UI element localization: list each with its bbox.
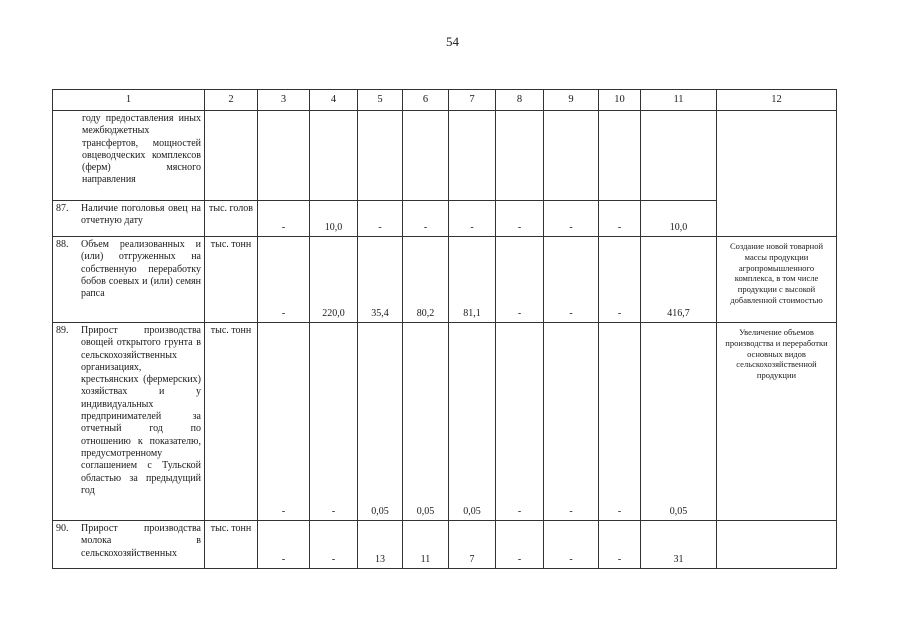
value-cell: 220,0 xyxy=(310,237,358,323)
value-cell xyxy=(496,111,544,201)
row-number: 87. xyxy=(56,203,69,214)
value-cell: - xyxy=(258,323,310,521)
value-cell: 81,1 xyxy=(449,237,496,323)
value-cell: - xyxy=(599,521,641,569)
indicator-cell xyxy=(53,201,205,237)
value-cell: - xyxy=(544,521,599,569)
value-cell xyxy=(310,111,358,201)
indicator-cell xyxy=(53,521,205,569)
indicator-text: Объем реализованных и (или) отгруженных на собственную переработку бобов соевых и (или) семян рапса xyxy=(81,239,201,300)
table-row xyxy=(53,237,837,323)
value-cell: - xyxy=(358,201,403,237)
value-cell: 10,0 xyxy=(310,201,358,237)
value-cell xyxy=(641,111,717,201)
value-cell: 416,7 xyxy=(641,237,717,323)
indicator-text: Прирост производства молока в сельскохозяйственных xyxy=(81,523,201,559)
value-cell: - xyxy=(496,521,544,569)
value-cell: 35,4 xyxy=(358,237,403,323)
indicator-text: году предоставления иных межбюджетных трансфертов, мощностей овцеводческих комплексов (ферм) мясного направления xyxy=(82,113,201,186)
value-cell: 0,05 xyxy=(358,323,403,521)
unit-cell xyxy=(205,111,258,201)
note-cell xyxy=(717,521,837,569)
value-cell: 7 xyxy=(449,521,496,569)
value-cell xyxy=(258,111,310,201)
value-cell: - xyxy=(496,201,544,237)
value-cell: - xyxy=(599,201,641,237)
value-cell: - xyxy=(496,323,544,521)
table-row xyxy=(53,521,837,569)
value-cell: - xyxy=(310,323,358,521)
value-cell: 0,05 xyxy=(641,323,717,521)
header-cell: 4 xyxy=(310,90,358,111)
note-cell: Увеличение объемов производства и переработки основных видов сельскохозяйственной продукции xyxy=(717,323,837,521)
indicator-text: Наличие поголовья овец на отчетную дату xyxy=(81,203,201,227)
value-cell xyxy=(599,111,641,201)
header-cell: 7 xyxy=(449,90,496,111)
value-cell xyxy=(403,111,449,201)
header-cell: 3 xyxy=(258,90,310,111)
value-cell: 80,2 xyxy=(403,237,449,323)
value-cell: 11 xyxy=(403,521,449,569)
unit-cell: тыс. тонн xyxy=(205,237,258,323)
row-number: 89. xyxy=(56,325,69,336)
row-number: 90. xyxy=(56,523,69,534)
header-cell: 5 xyxy=(358,90,403,111)
value-cell xyxy=(544,111,599,201)
header-cell: 11 xyxy=(641,90,717,111)
value-cell: 0,05 xyxy=(449,323,496,521)
value-cell: - xyxy=(496,237,544,323)
value-cell: 10,0 xyxy=(641,201,717,237)
note-cell xyxy=(717,111,837,201)
value-cell: - xyxy=(258,237,310,323)
row-number: 88. xyxy=(56,239,69,250)
value-cell: - xyxy=(599,323,641,521)
value-cell: - xyxy=(449,201,496,237)
unit-cell: тыс. тонн xyxy=(205,521,258,569)
indicators-table xyxy=(52,89,837,569)
header-cell: 6 xyxy=(403,90,449,111)
header-cell: 8 xyxy=(496,90,544,111)
header-cell: 9 xyxy=(544,90,599,111)
header-cell: 10 xyxy=(599,90,641,111)
value-cell xyxy=(449,111,496,201)
value-cell: - xyxy=(258,201,310,237)
value-cell xyxy=(358,111,403,201)
table-row xyxy=(53,201,837,237)
value-cell: - xyxy=(258,521,310,569)
note-cell xyxy=(717,201,837,237)
value-cell: - xyxy=(403,201,449,237)
value-cell: - xyxy=(599,237,641,323)
value-cell: 13 xyxy=(358,521,403,569)
indicator-cell xyxy=(53,323,205,521)
value-cell: - xyxy=(544,201,599,237)
indicator-cell xyxy=(53,237,205,323)
table-row xyxy=(53,323,837,521)
value-cell: 0,05 xyxy=(403,323,449,521)
page-number: 54 xyxy=(446,34,459,49)
header-row xyxy=(53,90,837,111)
header-cell: 2 xyxy=(205,90,258,111)
indicator-text: Прирост производства овощей открытого грунта в сельскохозяйственных организациях, крестьянских (фермерских) хозяйствах и у индивидуальных предпринимателей за отчетный год по отношению к показателю, предусмотренному соглашением с Тульской областью за предыдущий год xyxy=(81,325,201,496)
unit-cell: тыс. тонн xyxy=(205,323,258,521)
value-cell: 31 xyxy=(641,521,717,569)
value-cell: - xyxy=(544,237,599,323)
header-cell: 12 xyxy=(717,90,837,111)
note-cell: Создание новой товарной массы продукции агропромышленного комплекса, в том числе продукции с высокой добавленной стоимостью xyxy=(717,237,837,323)
unit-cell: тыс. голов xyxy=(205,201,258,237)
value-cell: - xyxy=(310,521,358,569)
value-cell: - xyxy=(544,323,599,521)
table-row xyxy=(53,111,837,201)
header-cell: 1 xyxy=(53,90,205,111)
indicator-cell xyxy=(53,111,205,201)
